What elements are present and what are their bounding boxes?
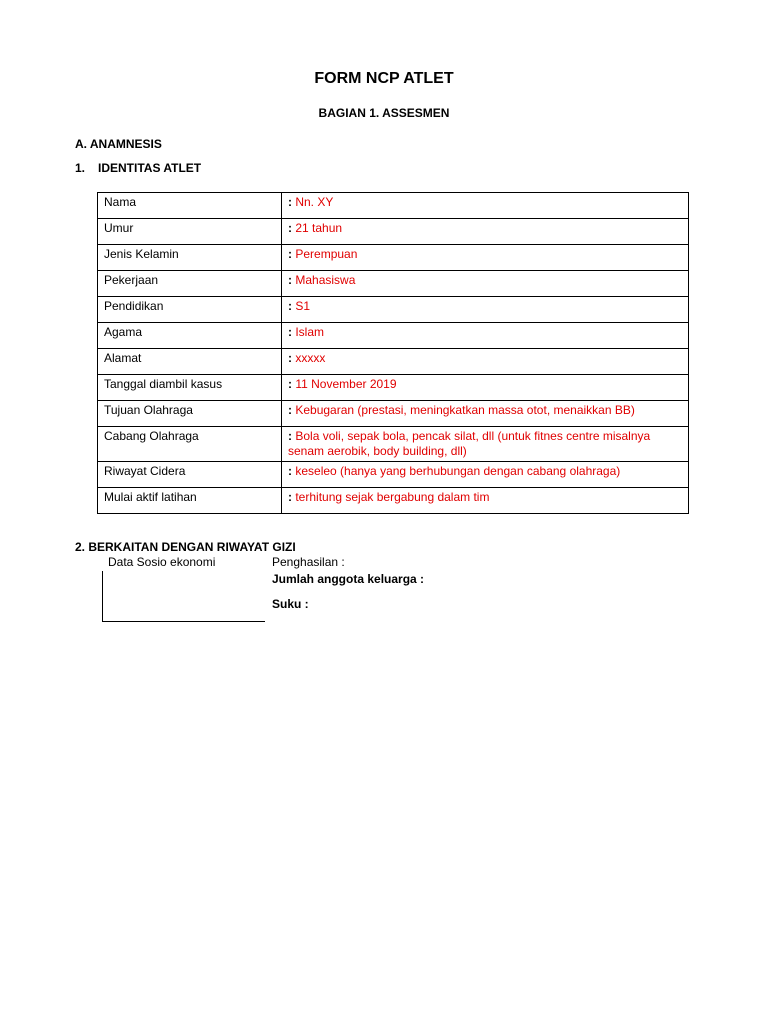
- row-value: [282, 271, 689, 297]
- row-value: [282, 193, 689, 219]
- row-label: Tanggal diambil kasus: [98, 375, 282, 401]
- colon-separator: :: [288, 351, 292, 365]
- row-value: [282, 323, 689, 349]
- row-value: [282, 349, 689, 375]
- suku-field: Suku :: [272, 597, 309, 611]
- row-label: Riwayat Cidera: [98, 462, 282, 488]
- colon-separator: :: [288, 429, 292, 443]
- value-text: Kebugaran (prestasi, meningkatkan massa otot, menaikkan BB): [295, 403, 635, 417]
- section-title: BAGIAN 1. ASSESMEN: [318, 106, 450, 120]
- table-row: [98, 323, 689, 349]
- row-label: Agama: [98, 323, 282, 349]
- value-text: Perempuan: [295, 247, 358, 261]
- penghasilan-field: Penghasilan :: [272, 555, 345, 569]
- row-value: [282, 245, 689, 271]
- identitas-table: [97, 192, 689, 514]
- heading-number: 1.: [75, 161, 86, 175]
- heading-anamnesis: A. ANAMNESIS: [75, 137, 162, 151]
- row-value: [282, 488, 689, 514]
- row-value: [282, 462, 689, 488]
- value-text: Nn. XY: [295, 195, 334, 209]
- value-text: S1: [295, 299, 311, 313]
- value-text: terhitung sejak bergabung dalam tim: [295, 490, 490, 504]
- row-label: Tujuan Olahraga: [98, 401, 282, 427]
- colon-separator: :: [288, 325, 292, 339]
- row-label: Jenis Kelamin: [98, 245, 282, 271]
- row-value: [282, 375, 689, 401]
- colon-separator: :: [288, 221, 292, 235]
- value-text: Islam: [295, 325, 325, 339]
- heading-text: IDENTITAS ATLET: [98, 161, 202, 175]
- form-title: FORM NCP ATLET: [314, 70, 454, 87]
- row-value: [282, 427, 689, 462]
- row-value: [282, 219, 689, 245]
- row-label: Mulai aktif latihan: [98, 488, 282, 514]
- value-text: 11 November 2019: [295, 377, 397, 391]
- row-label: Pendidikan: [98, 297, 282, 323]
- colon-separator: :: [288, 299, 292, 313]
- table-row: [98, 193, 689, 219]
- value-text: Mahasiswa: [295, 273, 356, 287]
- heading-identitas: [75, 161, 201, 175]
- table-row: [98, 401, 689, 427]
- value-text: keseleo (hanya yang berhubungan dengan cabang olahraga): [295, 464, 621, 478]
- sosio-ekonomi-box: [102, 571, 265, 622]
- colon-separator: :: [288, 247, 292, 261]
- colon-separator: :: [288, 490, 292, 504]
- colon-separator: :: [288, 403, 292, 417]
- value-text: xxxxx: [295, 351, 326, 365]
- colon-separator: :: [288, 464, 292, 478]
- jumlah-anggota-field: Jumlah anggota keluarga :: [272, 572, 425, 586]
- colon-separator: :: [288, 273, 292, 287]
- row-label: Alamat: [98, 349, 282, 375]
- heading-riwayat-gizi: 2. BERKAITAN DENGAN RIWAYAT GIZI: [75, 540, 296, 554]
- row-value: [282, 401, 689, 427]
- table-row: [98, 375, 689, 401]
- value-text: Bola voli, sepak bola, pencak silat, dll (untuk fitnes centre misalnya senam aerobik, body building, dll): [288, 429, 651, 458]
- row-label: Pekerjaan: [98, 271, 282, 297]
- colon-separator: :: [288, 195, 292, 209]
- row-label: Umur: [98, 219, 282, 245]
- table-row: [98, 297, 689, 323]
- row-label: Cabang Olahraga: [98, 427, 282, 462]
- value-text: 21 tahun: [295, 221, 343, 235]
- table-row: [98, 427, 689, 462]
- table-row: [98, 462, 689, 488]
- table-row: [98, 219, 689, 245]
- table-row: [98, 271, 689, 297]
- row-label: Nama: [98, 193, 282, 219]
- sosio-ekonomi-label: Data Sosio ekonomi: [108, 555, 216, 569]
- table-row: [98, 349, 689, 375]
- row-value: [282, 297, 689, 323]
- table-row: [98, 488, 689, 514]
- table-row: [98, 245, 689, 271]
- colon-separator: :: [288, 377, 292, 391]
